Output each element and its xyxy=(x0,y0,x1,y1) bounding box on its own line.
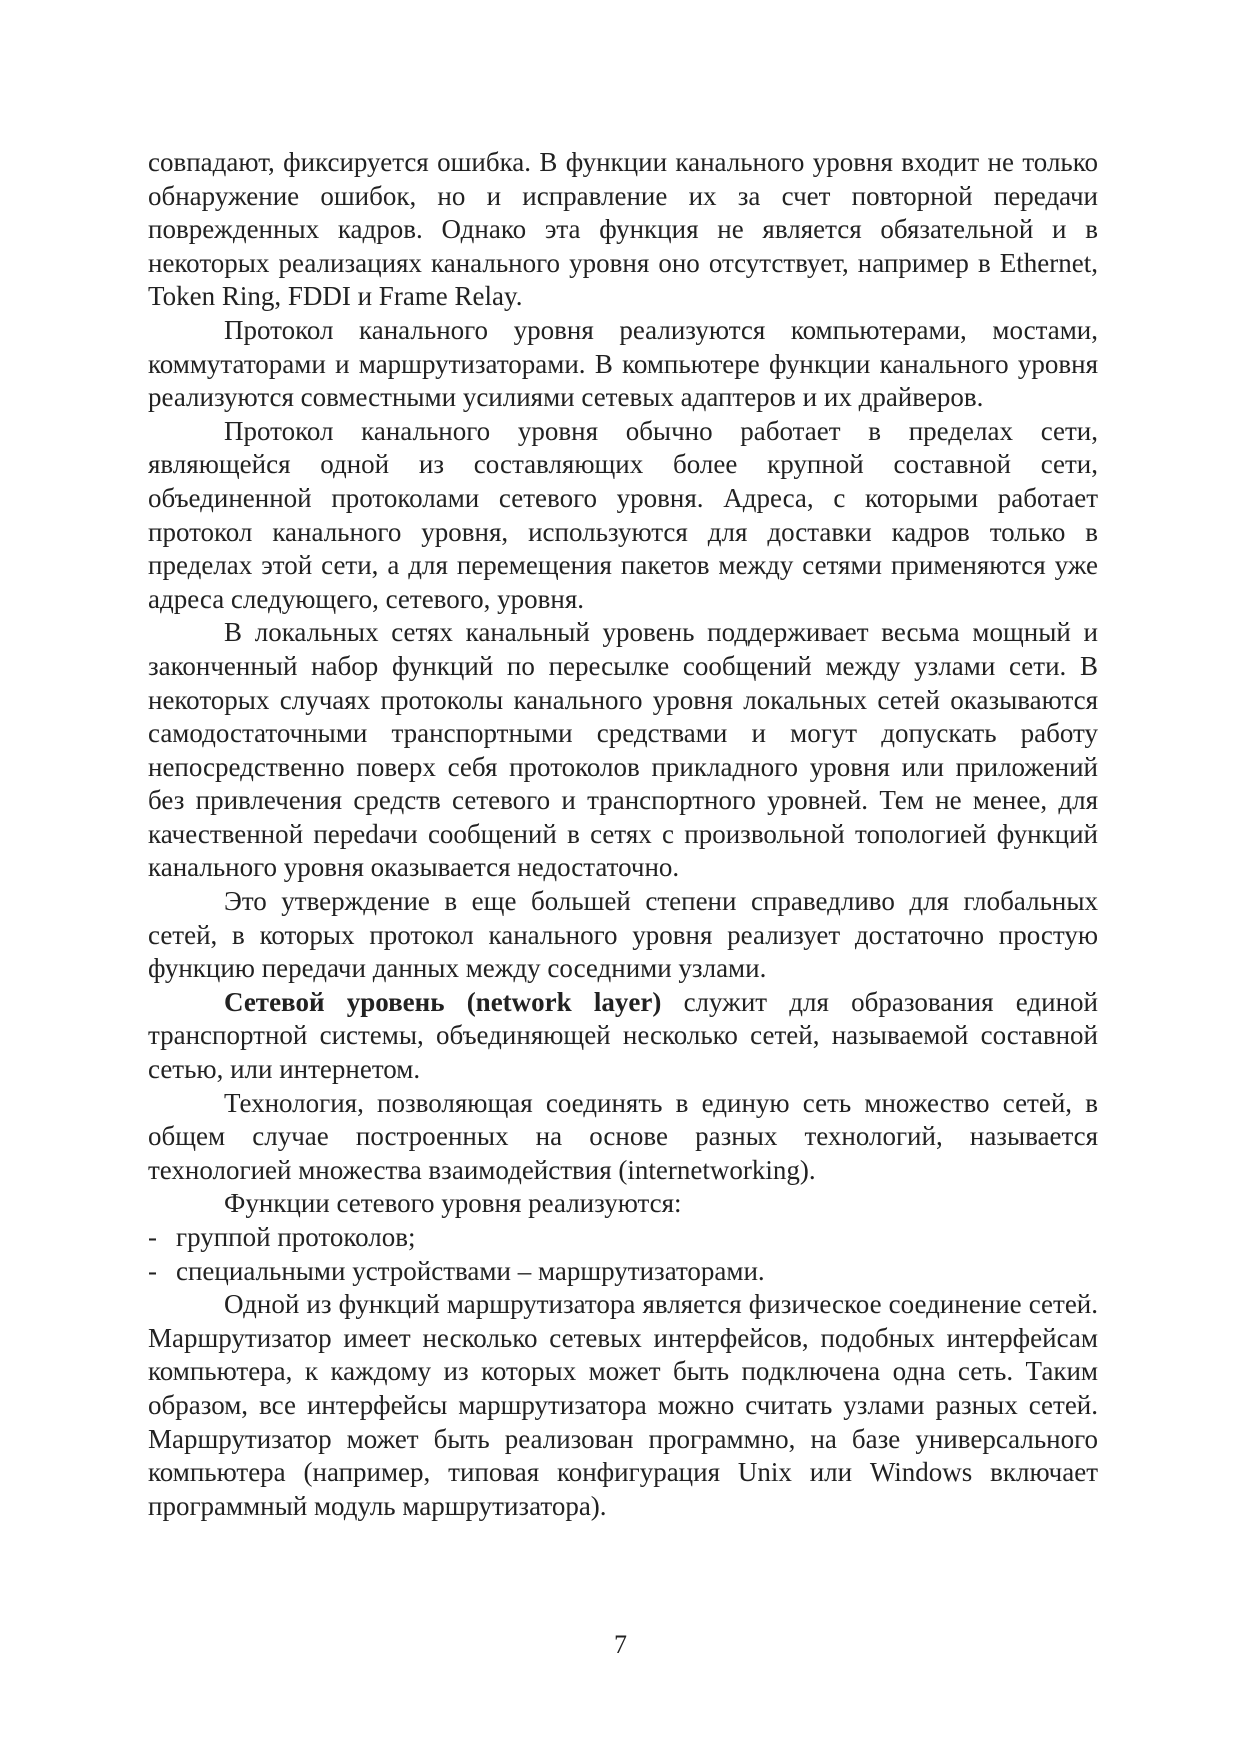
list-item xyxy=(148,1221,1098,1255)
network-layer-term: Сетевой уровень (network layer) xyxy=(224,986,662,1017)
list-item-text: группой протоколов; xyxy=(176,1222,416,1252)
paragraph-link-protocol-scope: Протокол канального уровня обычно работает в пределах сети, являющейся одной из составляющих более крупной составной сети, объединенной протоколами сетевого уровня. Адреса, с которыми работает протокол канального уровня, используются для доставки кадров только в пределах этой сети, а для перемещения пакетов между сетями применяются уже адреса следующего, сетевого, уровня. xyxy=(148,415,1098,614)
list-dash: - xyxy=(148,1222,157,1252)
body-text xyxy=(148,146,1098,1523)
paragraph-router-function: Одной из функций маршрутизатора является физическое соединение сетей. Маршрутизатор имеет несколько сетевых интерфейсов, подобных интерфейсам компьютера, к каждому из которых может быть подключена одна сеть. Таким образом, все интерфейсы маршрутизатора можно считать узлами разных сетей. Маршрутизатор может быть реализован программно, на базе универсального компьютера (например, типовая конфигурация Unix или Windows включает программный модуль маршрутизатора). xyxy=(148,1289,1098,1521)
paragraph-link-protocol-devices: Протокол канального уровня реализуются компьютерами, мостами, коммутаторами и маршрутизаторами. В компьютере функции канального уровня реализуются совместными усилиями сетевых адаптеров и их драйверов. xyxy=(148,314,1098,413)
list-dash: - xyxy=(148,1255,157,1286)
paragraph-local-networks: В локальных сетях канальный уровень поддерживает весьма мощный и законченный набор функций по пересылке сообщений между узлами сети. В некоторых случаях протоколы канального уровня локальных сетей оказываются самодостаточными транспортными средствами и могут допускать работу непосредственно поверх себя протоколов прикладного уровня или приложений без привлечения средств сетевого и транспортного уровней. Тем не менее, для качественной переdачи сообщений в сетях с произвольной топологией функций канального уровня оказывается недостаточно. xyxy=(148,617,1098,883)
paragraph-global-networks: Это утверждение в еще большей степени справедливо для глобальных сетей, в которых протокол канального уровня реализует достаточно простую функцию передачи данных между соседними узлами. xyxy=(148,886,1098,984)
paragraph-internetworking: Технология, позволяющая соединять в единую сеть множество сетей, в общем случае построенных на основе разных технологий, называется технологией множества взаимодействия (internetworking). xyxy=(148,1087,1098,1185)
list-item xyxy=(148,1255,1098,1289)
network-layer-definition: служит для образования единой транспортной системы, объединяющей несколько сетей, называемой составной сетью, или интернетом. xyxy=(148,986,1098,1085)
paragraph-continuation: совпадают, фиксируется ошибка. В функции канального уровня входит не только обнаружение ошибок, но и исправление их за счет повторной передачи поврежденных кадров. Однако эта функция не является обязательной и в некоторых реализациях канального уровня оно отсутствует, например в Ethernet, Token Ring, FDDI и Frame Relay. xyxy=(148,147,1098,312)
paragraph-network-layer xyxy=(148,986,1098,1087)
list-item-text: специальными устройствами – маршрутизаторами. xyxy=(176,1255,765,1286)
page-number: 7 xyxy=(614,1630,627,1659)
paragraph-functions-intro: Функции сетевого уровня реализуются: xyxy=(224,1188,682,1219)
